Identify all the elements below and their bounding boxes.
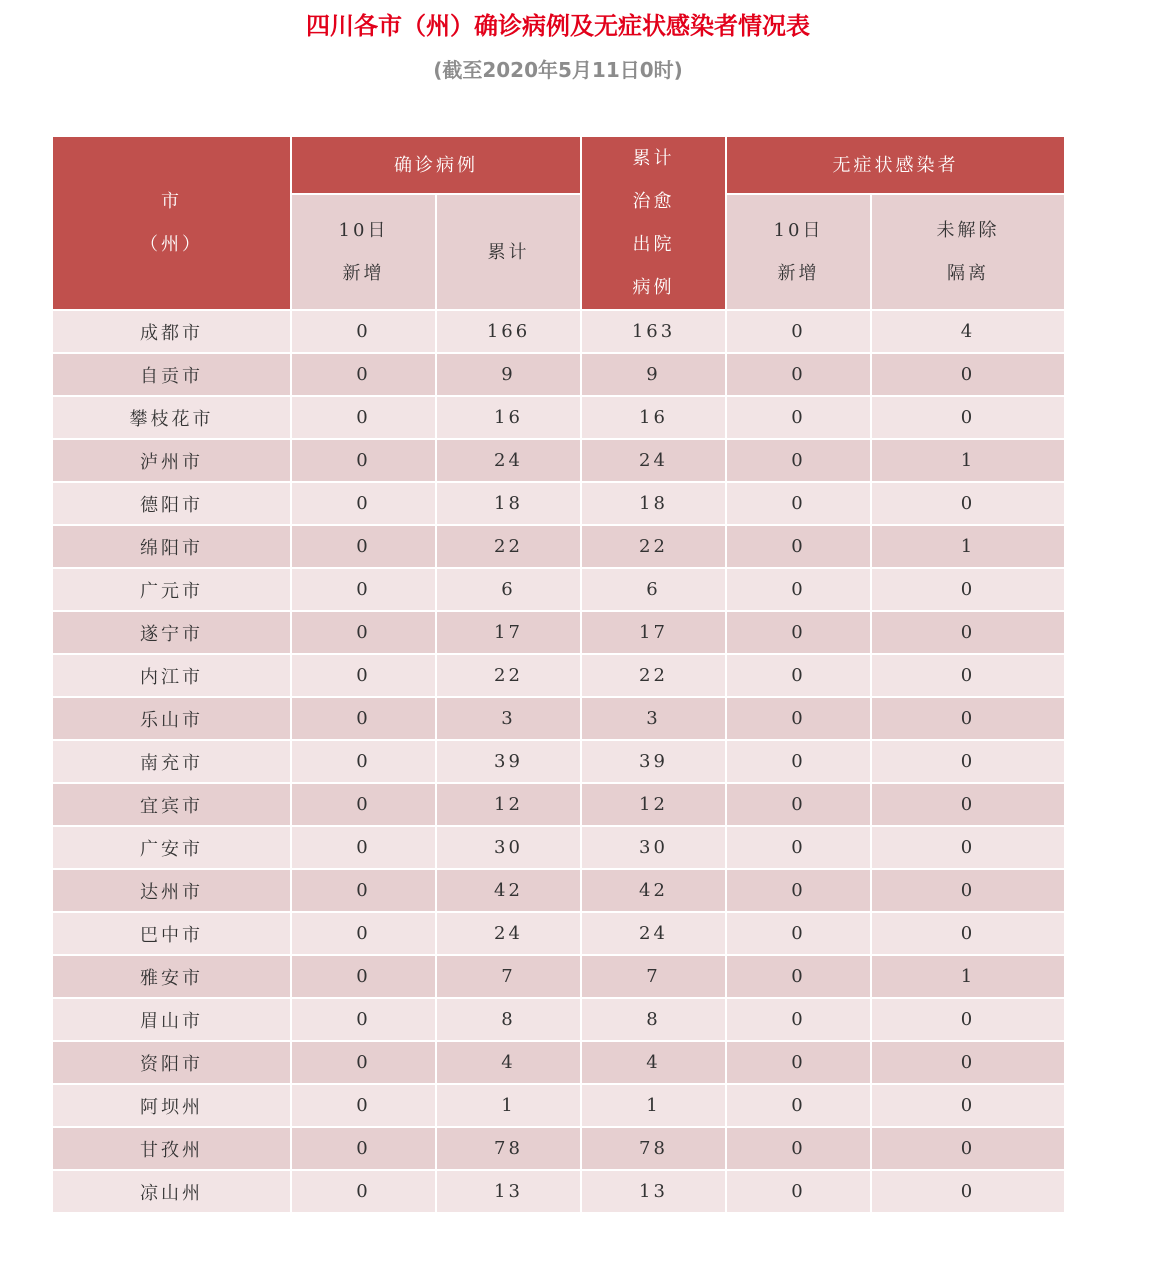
header-asymptomatic-isolated: 未解除 隔离 bbox=[871, 194, 1065, 310]
recovered-cell: 24 bbox=[581, 912, 726, 955]
confirmed-total-cell: 78 bbox=[436, 1127, 581, 1170]
header-confirmed-group: 确诊病例 bbox=[291, 136, 581, 194]
recovered-cell: 16 bbox=[581, 396, 726, 439]
asymptomatic-isolated-cell: 0 bbox=[871, 611, 1065, 654]
asymptomatic-isolated-cell: 0 bbox=[871, 826, 1065, 869]
asymptomatic-isolated-cell: 0 bbox=[871, 482, 1065, 525]
recovered-cell: 3 bbox=[581, 697, 726, 740]
confirmed-new-cell: 0 bbox=[291, 439, 436, 482]
asymptomatic-isolated-cell: 0 bbox=[871, 912, 1065, 955]
confirmed-new-cell: 0 bbox=[291, 697, 436, 740]
confirmed-total-cell: 16 bbox=[436, 396, 581, 439]
confirmed-total-cell: 166 bbox=[436, 310, 581, 353]
city-cell: 眉山市 bbox=[52, 998, 291, 1041]
confirmed-new-cell: 0 bbox=[291, 396, 436, 439]
header-asymptomatic-group: 无症状感染者 bbox=[726, 136, 1065, 194]
table-row bbox=[52, 525, 1065, 568]
confirmed-total-cell: 12 bbox=[436, 783, 581, 826]
city-cell: 成都市 bbox=[52, 310, 291, 353]
table-row bbox=[52, 998, 1065, 1041]
asymptomatic-new-cell: 0 bbox=[726, 568, 871, 611]
city-cell: 绵阳市 bbox=[52, 525, 291, 568]
confirmed-total-cell: 7 bbox=[436, 955, 581, 998]
table-row bbox=[52, 482, 1065, 525]
asymptomatic-isolated-cell: 0 bbox=[871, 869, 1065, 912]
header-city: 市 （州） bbox=[52, 136, 291, 310]
city-cell: 乐山市 bbox=[52, 697, 291, 740]
confirmed-total-cell: 42 bbox=[436, 869, 581, 912]
recovered-cell: 42 bbox=[581, 869, 726, 912]
confirmed-total-cell: 13 bbox=[436, 1170, 581, 1213]
table-row bbox=[52, 783, 1065, 826]
confirmed-new-cell: 0 bbox=[291, 912, 436, 955]
confirmed-new-cell: 0 bbox=[291, 826, 436, 869]
recovered-cell: 8 bbox=[581, 998, 726, 1041]
asymptomatic-new-cell: 0 bbox=[726, 955, 871, 998]
confirmed-new-cell: 0 bbox=[291, 482, 436, 525]
header-confirmed-new: 10日 新增 bbox=[291, 194, 436, 310]
confirmed-total-cell: 4 bbox=[436, 1041, 581, 1084]
confirmed-total-cell: 22 bbox=[436, 525, 581, 568]
asymptomatic-new-cell: 0 bbox=[726, 439, 871, 482]
confirmed-total-cell: 17 bbox=[436, 611, 581, 654]
table-row bbox=[52, 611, 1065, 654]
city-cell: 雅安市 bbox=[52, 955, 291, 998]
confirmed-new-cell: 0 bbox=[291, 611, 436, 654]
recovered-cell: 1 bbox=[581, 1084, 726, 1127]
table-row bbox=[52, 654, 1065, 697]
asymptomatic-new-cell: 0 bbox=[726, 740, 871, 783]
asymptomatic-new-cell: 0 bbox=[726, 998, 871, 1041]
asymptomatic-isolated-cell: 0 bbox=[871, 740, 1065, 783]
asymptomatic-new-cell: 0 bbox=[726, 1041, 871, 1084]
confirmed-total-cell: 39 bbox=[436, 740, 581, 783]
asymptomatic-new-cell: 0 bbox=[726, 1170, 871, 1213]
asymptomatic-new-cell: 0 bbox=[726, 525, 871, 568]
header-confirmed-total: 累计 bbox=[436, 194, 581, 310]
asymptomatic-isolated-cell: 4 bbox=[871, 310, 1065, 353]
confirmed-total-cell: 3 bbox=[436, 697, 581, 740]
asymptomatic-isolated-cell: 0 bbox=[871, 353, 1065, 396]
asymptomatic-new-cell: 0 bbox=[726, 353, 871, 396]
city-cell: 攀枝花市 bbox=[52, 396, 291, 439]
recovered-cell: 30 bbox=[581, 826, 726, 869]
confirmed-new-cell: 0 bbox=[291, 568, 436, 611]
table-row bbox=[52, 568, 1065, 611]
asymptomatic-new-cell: 0 bbox=[726, 697, 871, 740]
header-asymptomatic-new: 10日 新增 bbox=[726, 194, 871, 310]
asymptomatic-new-cell: 0 bbox=[726, 869, 871, 912]
confirmed-new-cell: 0 bbox=[291, 353, 436, 396]
confirmed-total-cell: 6 bbox=[436, 568, 581, 611]
table-body bbox=[52, 310, 1065, 1213]
confirmed-new-cell: 0 bbox=[291, 310, 436, 353]
asymptomatic-isolated-cell: 0 bbox=[871, 783, 1065, 826]
confirmed-total-cell: 24 bbox=[436, 912, 581, 955]
page-title: 四川各市（州）确诊病例及无症状感染者情况表 bbox=[306, 12, 810, 40]
recovered-cell: 12 bbox=[581, 783, 726, 826]
recovered-cell: 78 bbox=[581, 1127, 726, 1170]
asymptomatic-isolated-cell: 0 bbox=[871, 568, 1065, 611]
city-cell: 遂宁市 bbox=[52, 611, 291, 654]
table-row bbox=[52, 740, 1065, 783]
city-cell: 阿坝州 bbox=[52, 1084, 291, 1127]
table-row bbox=[52, 869, 1065, 912]
asymptomatic-new-cell: 0 bbox=[726, 1084, 871, 1127]
recovered-cell: 22 bbox=[581, 654, 726, 697]
recovered-cell: 9 bbox=[581, 353, 726, 396]
confirmed-total-cell: 9 bbox=[436, 353, 581, 396]
asymptomatic-new-cell: 0 bbox=[726, 912, 871, 955]
recovered-cell: 39 bbox=[581, 740, 726, 783]
table-row bbox=[52, 353, 1065, 396]
city-cell: 内江市 bbox=[52, 654, 291, 697]
city-cell: 广安市 bbox=[52, 826, 291, 869]
confirmed-total-cell: 22 bbox=[436, 654, 581, 697]
asymptomatic-new-cell: 0 bbox=[726, 783, 871, 826]
asymptomatic-new-cell: 0 bbox=[726, 1127, 871, 1170]
confirmed-total-cell: 1 bbox=[436, 1084, 581, 1127]
city-cell: 凉山州 bbox=[52, 1170, 291, 1213]
confirmed-new-cell: 0 bbox=[291, 654, 436, 697]
table-row bbox=[52, 912, 1065, 955]
recovered-cell: 18 bbox=[581, 482, 726, 525]
confirmed-total-cell: 30 bbox=[436, 826, 581, 869]
confirmed-new-cell: 0 bbox=[291, 740, 436, 783]
confirmed-total-cell: 18 bbox=[436, 482, 581, 525]
table-row bbox=[52, 396, 1065, 439]
confirmed-new-cell: 0 bbox=[291, 525, 436, 568]
table-row bbox=[52, 1041, 1065, 1084]
confirmed-new-cell: 0 bbox=[291, 783, 436, 826]
asymptomatic-new-cell: 0 bbox=[726, 654, 871, 697]
confirmed-new-cell: 0 bbox=[291, 955, 436, 998]
table-row bbox=[52, 697, 1065, 740]
asymptomatic-isolated-cell: 0 bbox=[871, 998, 1065, 1041]
recovered-cell: 17 bbox=[581, 611, 726, 654]
confirmed-new-cell: 0 bbox=[291, 869, 436, 912]
city-cell: 泸州市 bbox=[52, 439, 291, 482]
asymptomatic-isolated-cell: 0 bbox=[871, 1084, 1065, 1127]
city-cell: 资阳市 bbox=[52, 1041, 291, 1084]
table-row bbox=[52, 310, 1065, 353]
asymptomatic-isolated-cell: 0 bbox=[871, 654, 1065, 697]
confirmed-total-cell: 8 bbox=[436, 998, 581, 1041]
city-cell: 南充市 bbox=[52, 740, 291, 783]
asymptomatic-new-cell: 0 bbox=[726, 396, 871, 439]
confirmed-new-cell: 0 bbox=[291, 998, 436, 1041]
asymptomatic-isolated-cell: 1 bbox=[871, 955, 1065, 998]
city-cell: 德阳市 bbox=[52, 482, 291, 525]
header-recovered: 累计 治愈 出院 病例 bbox=[581, 136, 726, 310]
page-subtitle: (截至2020年5月11日0时) bbox=[433, 58, 683, 82]
city-cell: 巴中市 bbox=[52, 912, 291, 955]
confirmed-new-cell: 0 bbox=[291, 1170, 436, 1213]
confirmed-new-cell: 0 bbox=[291, 1084, 436, 1127]
confirmed-total-cell: 24 bbox=[436, 439, 581, 482]
confirmed-new-cell: 0 bbox=[291, 1127, 436, 1170]
asymptomatic-isolated-cell: 1 bbox=[871, 439, 1065, 482]
asymptomatic-isolated-cell: 0 bbox=[871, 697, 1065, 740]
recovered-cell: 163 bbox=[581, 310, 726, 353]
table-row bbox=[52, 826, 1065, 869]
table-row bbox=[52, 439, 1065, 482]
asymptomatic-new-cell: 0 bbox=[726, 310, 871, 353]
asymptomatic-isolated-cell: 0 bbox=[871, 1127, 1065, 1170]
asymptomatic-isolated-cell: 0 bbox=[871, 1170, 1065, 1213]
asymptomatic-new-cell: 0 bbox=[726, 482, 871, 525]
table-row bbox=[52, 955, 1065, 998]
asymptomatic-isolated-cell: 0 bbox=[871, 1041, 1065, 1084]
city-cell: 甘孜州 bbox=[52, 1127, 291, 1170]
recovered-cell: 4 bbox=[581, 1041, 726, 1084]
table-row bbox=[52, 1084, 1065, 1127]
recovered-cell: 7 bbox=[581, 955, 726, 998]
recovered-cell: 24 bbox=[581, 439, 726, 482]
asymptomatic-isolated-cell: 1 bbox=[871, 525, 1065, 568]
asymptomatic-isolated-cell: 0 bbox=[871, 396, 1065, 439]
city-cell: 广元市 bbox=[52, 568, 291, 611]
asymptomatic-new-cell: 0 bbox=[726, 611, 871, 654]
recovered-cell: 13 bbox=[581, 1170, 726, 1213]
table-row bbox=[52, 1127, 1065, 1170]
recovered-cell: 6 bbox=[581, 568, 726, 611]
cases-table bbox=[51, 135, 1066, 1214]
city-cell: 宜宾市 bbox=[52, 783, 291, 826]
confirmed-new-cell: 0 bbox=[291, 1041, 436, 1084]
recovered-cell: 22 bbox=[581, 525, 726, 568]
city-cell: 自贡市 bbox=[52, 353, 291, 396]
city-cell: 达州市 bbox=[52, 869, 291, 912]
asymptomatic-new-cell: 0 bbox=[726, 826, 871, 869]
table-row bbox=[52, 1170, 1065, 1213]
